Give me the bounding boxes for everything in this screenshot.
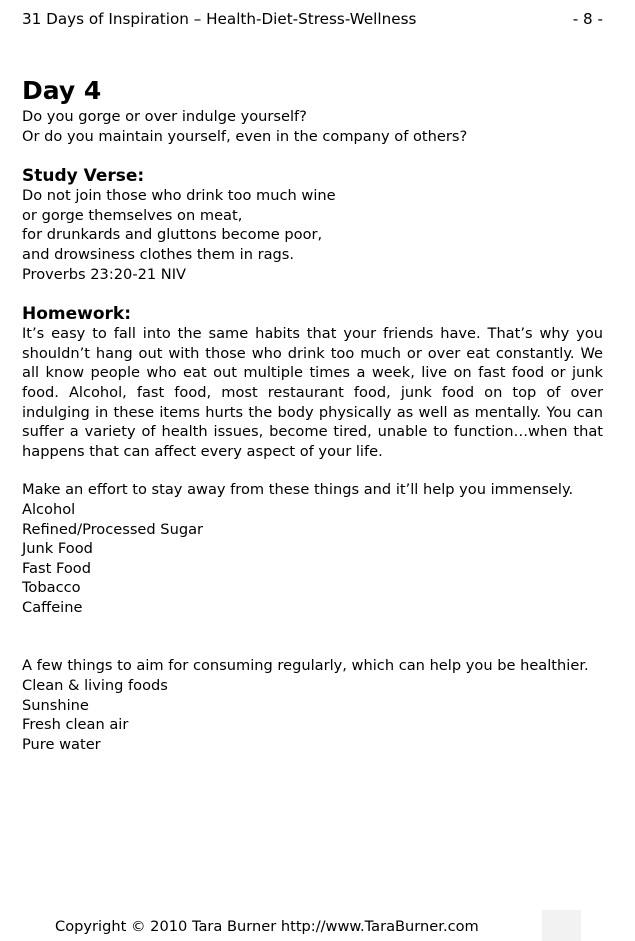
verse-line: and drowsiness clothes them in rags. (22, 245, 295, 263)
avoid-item: Refined/Processed Sugar (22, 520, 204, 538)
footer-copyright: Copyright © 2010 Tara Burner http://www.TaraBurner.com (55, 918, 479, 935)
verse-reference: Proverbs 23:20-21 NIV (22, 265, 187, 283)
verse-line: for drunkards and gluttons become poor, (22, 226, 323, 244)
consume-item: Fresh clean air (22, 716, 129, 734)
verse-line: Do not join those who drink too much wine (22, 187, 336, 205)
consume-item: Sunshine (22, 696, 89, 714)
question-line: Or do you maintain yourself, even in the company of others? (22, 127, 468, 145)
avoid-item: Fast Food (22, 559, 91, 577)
avoid-item: Junk Food (22, 540, 93, 558)
day-title: Day 4 (22, 76, 102, 105)
avoid-item: Tobacco (22, 579, 81, 597)
page-number: - 8 - (572, 10, 603, 28)
question-line: Do you gorge or over indulge yourself? (22, 108, 307, 125)
consume-item: Clean & living foods (22, 677, 168, 695)
page-header (22, 9, 603, 29)
footer-block (542, 910, 581, 941)
header-title: 31 Days of Inspiration – Health-Diet-Stress-Wellness (22, 10, 417, 28)
page-content (22, 75, 603, 754)
avoid-intro: Make an effort to stay away from these things and it’ll help you immensely. (22, 481, 574, 499)
study-verse-heading: Study Verse: (22, 166, 145, 187)
verse-line: or gorge themselves on meat, (22, 206, 243, 224)
homework-heading: Homework: (22, 304, 132, 325)
avoid-item: Caffeine (22, 598, 83, 616)
consume-item: Pure water (22, 735, 101, 753)
consume-intro: A few things to aim for consuming regularly, which can help you be healthier. (22, 657, 589, 675)
avoid-item: Alcohol (22, 500, 76, 518)
homework-paragraph: It’s easy to fall into the same habits that your friends have. That’s why you shouldn’t hang out with those who drink too much or over eat constantly. We all know people who eat out multiple times a week, live on fast food or junk food. Alcohol, fast food, most restaurant food, junk food on top of over indulging in these items hurts the body physically as well as mentally. You can suffer a variety of health issues, become tired, unable to function…when that happens that can affect every aspect of your life. (22, 325, 603, 460)
